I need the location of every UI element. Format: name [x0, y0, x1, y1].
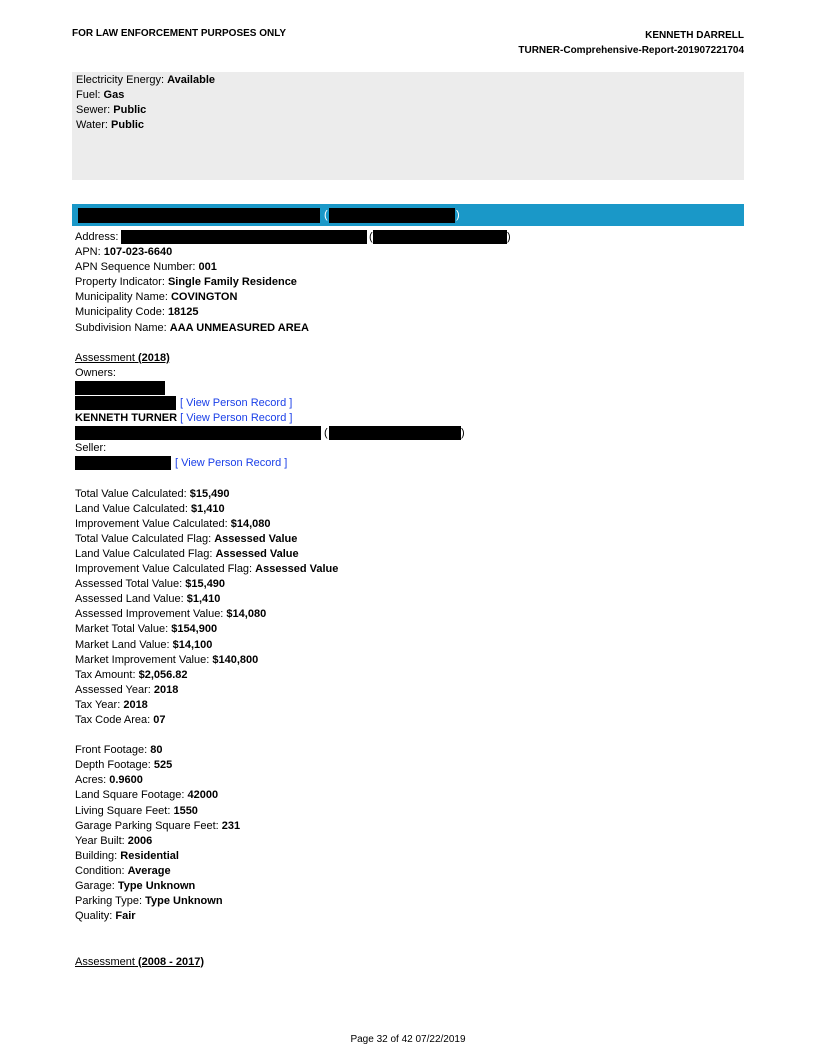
- redaction-block: [75, 426, 321, 440]
- redaction-block: [329, 208, 455, 223]
- seller-row: [75, 456, 735, 471]
- utility-row: Electricity Energy: Available: [76, 74, 215, 86]
- value-field: Assessed Land Value: $1,410: [75, 593, 221, 606]
- owner-name: KENNETH TURNER: [75, 412, 178, 425]
- redaction-block: [121, 230, 367, 244]
- value-field: Improvement Value Calculated Flag: Assessed Value: [75, 563, 339, 576]
- value-field: Land Value Calculated Flag: Assessed Value: [75, 547, 299, 560]
- assessment-2018-heading: Assessment (2018): [75, 351, 170, 364]
- building-field: Building: Residential: [75, 849, 179, 862]
- value-field: Market Land Value: $14,100: [75, 638, 213, 651]
- value-field: Assessed Total Value: $15,490: [75, 578, 226, 591]
- value-field: Market Total Value: $154,900: [75, 623, 218, 636]
- value-field: Land Value Calculated: $1,410: [75, 502, 225, 515]
- property-field: Property Indicator: Single Family Residence: [75, 276, 297, 289]
- owner-address-row: [75, 426, 735, 441]
- building-field: Condition: Average: [75, 864, 171, 877]
- report-title-header: [518, 28, 744, 58]
- property-field: Municipality Name: COVINGTON: [75, 291, 238, 304]
- value-field: Total Value Calculated: $15,490: [75, 487, 230, 500]
- redaction-block: [373, 230, 507, 244]
- owner-redacted-row: [75, 381, 735, 396]
- report-subject-name: KENNETH DARRELL: [645, 30, 744, 41]
- building-field: Depth Footage: 525: [75, 759, 173, 772]
- utility-row: Sewer: Public: [76, 104, 147, 117]
- report-id: TURNER-Comprehensive-Report-201907221704: [518, 45, 744, 56]
- close-paren: ): [507, 231, 511, 243]
- close-paren: ): [456, 209, 460, 221]
- building-field: Parking Type: Type Unknown: [75, 895, 223, 908]
- page-footer: Page 32 of 42 07/22/2019: [350, 1034, 466, 1045]
- assessment-history-heading: Assessment (2008 - 2017): [75, 955, 205, 968]
- report-content: [75, 230, 735, 970]
- building-field: Year Built: 2006: [75, 834, 153, 847]
- utilities-box: [72, 72, 744, 180]
- building-field: Garage: Type Unknown: [75, 880, 196, 893]
- value-field: Market Improvement Value: $140,800: [75, 653, 259, 666]
- owner-row: [75, 396, 735, 411]
- building-field: Front Footage: 80: [75, 744, 163, 757]
- view-person-record-link[interactable]: [ View Person Record ]: [175, 457, 288, 470]
- building-field: Quality: Fair: [75, 910, 136, 923]
- building-field: Acres: 0.9600: [75, 774, 143, 787]
- owner-row: [75, 411, 735, 426]
- seller-label: Seller:: [75, 442, 107, 455]
- utility-row: Water: Public: [76, 119, 145, 132]
- view-person-record-link[interactable]: [ View Person Record ]: [180, 412, 293, 425]
- utility-row: Fuel: Gas: [76, 89, 125, 102]
- open-paren: (: [369, 231, 373, 243]
- building-field: Land Square Footage: 42000: [75, 789, 219, 802]
- value-field: Tax Year: 2018: [75, 698, 148, 711]
- redaction-block: [75, 396, 176, 410]
- property-field: APN Sequence Number: 001: [75, 261, 217, 274]
- address-label: Address:: [75, 231, 119, 243]
- value-field: Assessed Improvement Value: $14,080: [75, 608, 267, 621]
- redaction-block: [78, 208, 320, 223]
- value-field: Tax Code Area: 07: [75, 714, 166, 726]
- value-field: Tax Amount: $2,056.82: [75, 668, 188, 681]
- value-field: Assessed Year: 2018: [75, 683, 179, 696]
- building-field: Living Square Feet: 1550: [75, 804, 198, 817]
- view-person-record-link[interactable]: [ View Person Record ]: [180, 397, 293, 410]
- redaction-block: [75, 456, 171, 470]
- confidentiality-header: FOR LAW ENFORCEMENT PURPOSES ONLY: [72, 28, 287, 39]
- building-field: Garage Parking Square Feet: 231: [75, 819, 241, 832]
- property-field: Municipality Code: 18125: [75, 306, 199, 319]
- value-field: Total Value Calculated Flag: Assessed Value: [75, 532, 298, 545]
- property-field: Subdivision Name: AAA UNMEASURED AREA: [75, 321, 309, 334]
- address-row: [75, 230, 735, 245]
- redaction-block: [329, 426, 461, 440]
- open-paren: (: [324, 427, 328, 440]
- open-paren: (: [324, 209, 328, 221]
- property-section-bar: [72, 204, 744, 226]
- redaction-block: [75, 381, 165, 395]
- property-field: APN: 107-023-6640: [75, 246, 173, 259]
- close-paren: ): [461, 427, 465, 440]
- value-field: Improvement Value Calculated: $14,080: [75, 517, 271, 530]
- owners-label: Owners:: [75, 366, 116, 379]
